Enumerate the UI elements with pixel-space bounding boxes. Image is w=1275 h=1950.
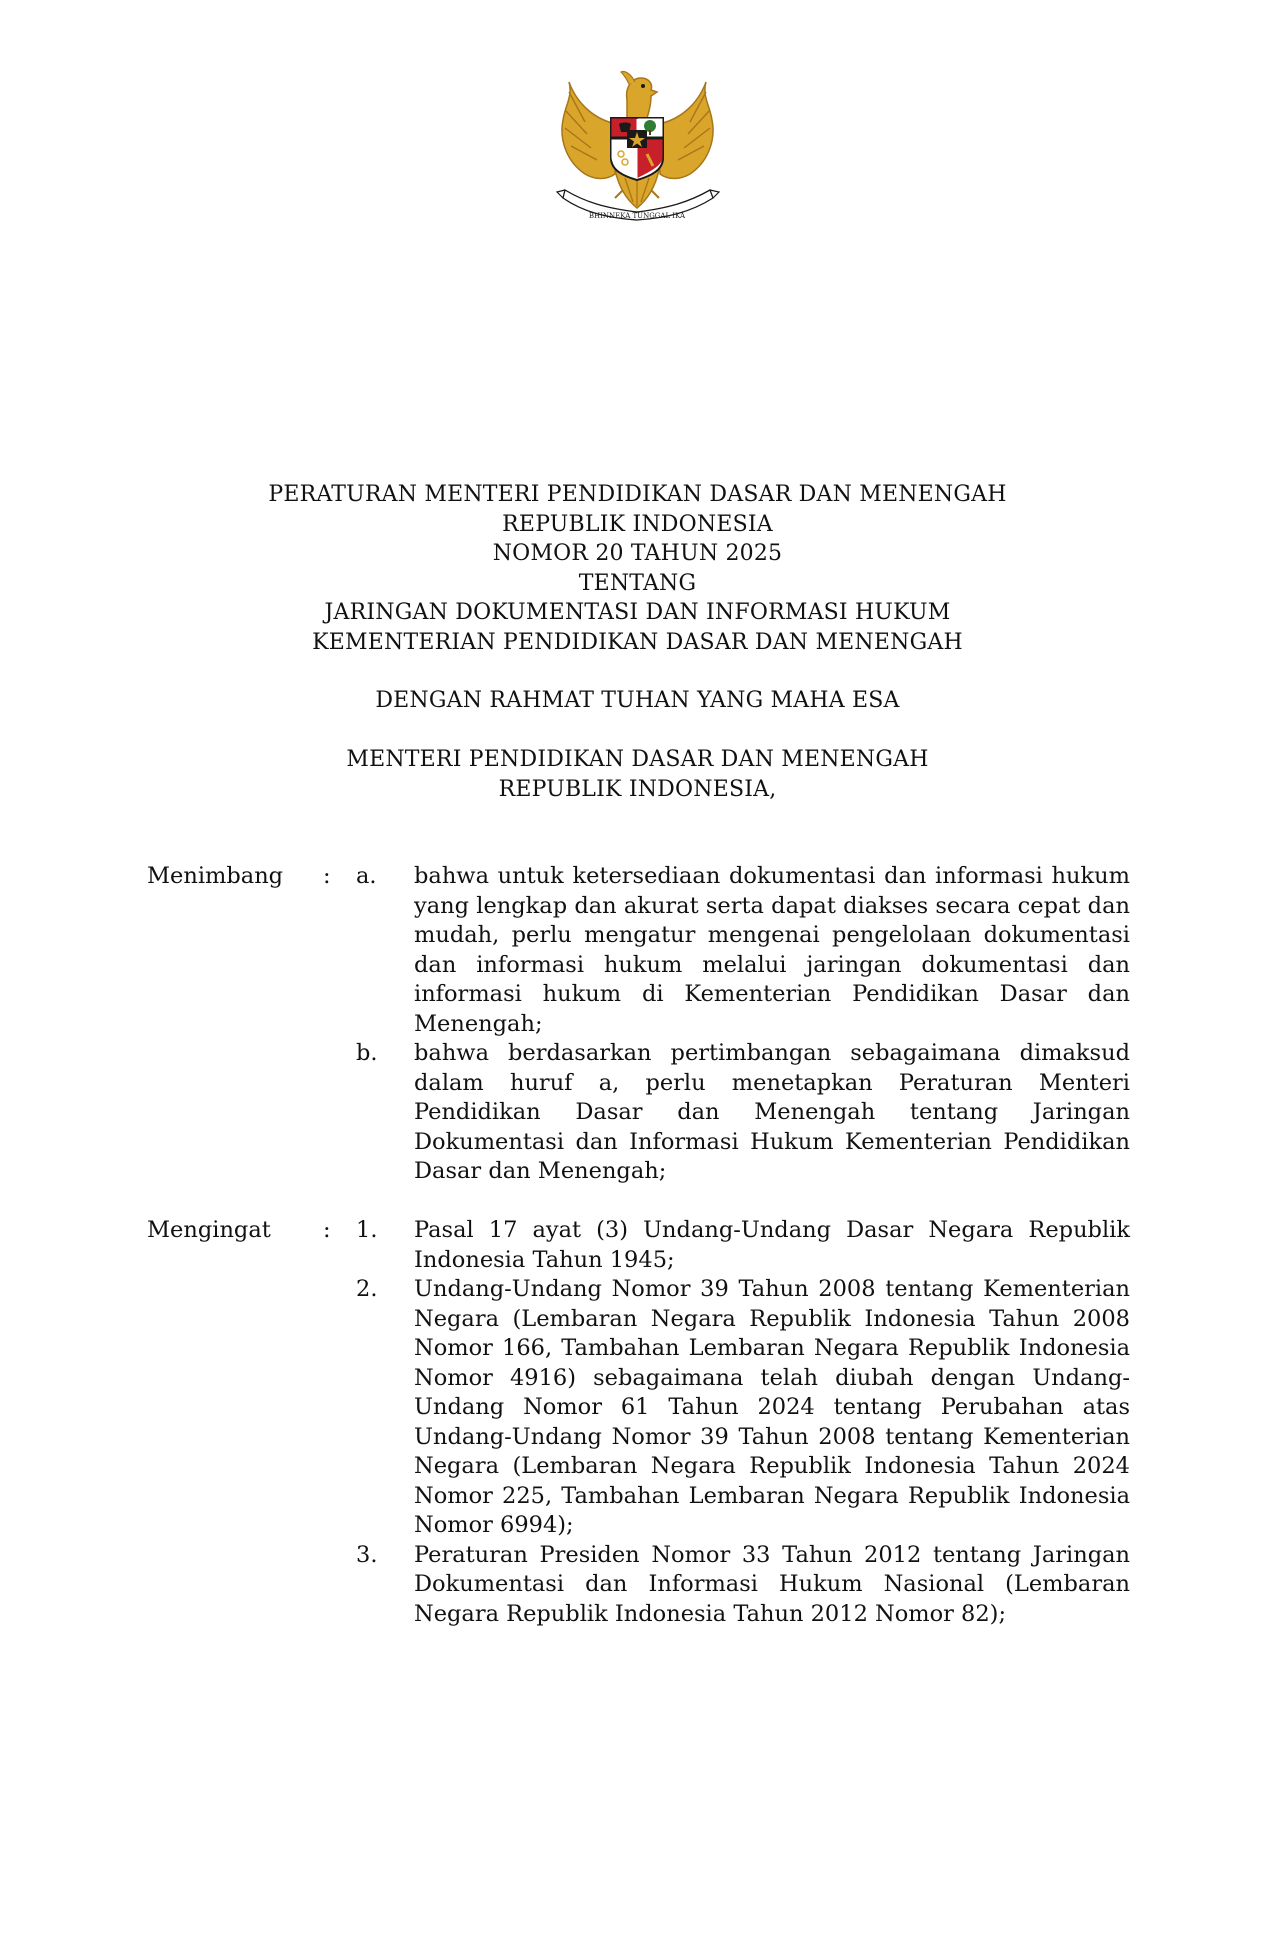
list-item bbox=[147, 1039, 1130, 1187]
title-line-3: NOMOR 20 TAHUN 2025 bbox=[492, 541, 783, 566]
section-label: Menimbang bbox=[147, 863, 284, 889]
list-item bbox=[147, 862, 1130, 1039]
title-line-6: KEMENTERIAN PENDIDIKAN DASAR DAN MENENGAH bbox=[312, 629, 963, 655]
section-mengingat bbox=[147, 1216, 1130, 1629]
list-item bbox=[147, 1541, 1130, 1630]
item-marker: 1. bbox=[356, 1217, 378, 1243]
section-colon: : bbox=[323, 1217, 331, 1243]
section-label: Mengingat bbox=[147, 1217, 271, 1243]
minister-line-2: REPUBLIK INDONESIA, bbox=[498, 776, 777, 802]
preamble-rahmat bbox=[0, 686, 1275, 716]
item-text: Peraturan Presiden Nomor 33 Tahun 2012 tentang Jaringan Dokumentasi dan Informasi Hukum Nasional (Lembaran Negara Republik Indonesia Tahun 2012 Nomor 82); bbox=[414, 1541, 1130, 1627]
item-marker: b. bbox=[356, 1040, 378, 1066]
item-text: Pasal 17 ayat (3) Undang-Undang Dasar Negara Republik Indonesia Tahun 1945; bbox=[414, 1217, 1130, 1273]
list-item bbox=[147, 1216, 1130, 1275]
title-line-4: TENTANG bbox=[578, 570, 697, 596]
title-line-1: PERATURAN MENTERI PENDIDIKAN DASAR DAN MENENGAH bbox=[268, 482, 1007, 507]
item-text: bahwa untuk ketersediaan dokumentasi dan informasi hukum yang lengkap dan akurat serta dapat diakses secara cepat dan mudah, perlu mengatur mengenai pengelolaan dokumentasi dan informasi hukum melalui jaringan dokumentasi dan informasi hukum di Kementerian Pendidikan Dasar dan Menengah; bbox=[414, 863, 1130, 1037]
item-marker: 3. bbox=[356, 1541, 378, 1568]
list-item bbox=[147, 1275, 1130, 1541]
section-colon: : bbox=[323, 863, 331, 889]
item-text: Undang-Undang Nomor 39 Tahun 2008 tentang Kementerian Negara (Lembaran Negara Republik Indonesia Tahun 2008 Nomor 166, Tambahan Lembaran Negara Republik Indonesia Nomor 4916) sebagaimana telah diubah dengan Undang-Undang Nomor 61 Tahun 2024 tentang Perubahan atas Undang-Undang Nomor 39 Tahun 2008 tentang Kementerian Negara (Lembaran Negara Republik Indonesia Tahun 2024 Nomor 225, Tambahan Lembaran Negara Republik Indonesia Nomor 6994); bbox=[414, 1276, 1130, 1538]
minister-heading bbox=[0, 745, 1275, 804]
item-marker: a. bbox=[356, 863, 377, 889]
minister-line-1: MENTERI PENDIDIKAN DASAR DAN MENENGAH bbox=[346, 747, 929, 772]
item-marker: 2. bbox=[356, 1276, 378, 1302]
title-line-5: JARINGAN DOKUMENTASI DAN INFORMASI HUKUM bbox=[324, 600, 951, 625]
emblem-motto: BHINNEKA TUNGGAL IKA bbox=[588, 212, 686, 220]
item-text: bahwa berdasarkan pertimbangan sebagaimana dimaksud dalam huruf a, perlu menetapkan Peraturan Menteri Pendidikan Dasar dan Menengah tentang Jaringan Dokumentasi dan Informasi Hukum Kementerian Pendidikan Dasar dan Menengah; bbox=[414, 1040, 1130, 1184]
title-line-2: REPUBLIK INDONESIA bbox=[502, 511, 773, 537]
regulation-title bbox=[0, 480, 1275, 657]
garuda-emblem-icon bbox=[555, 62, 720, 234]
rahmat-line: DENGAN RAHMAT TUHAN YANG MAHA ESA bbox=[375, 688, 900, 713]
section-menimbang bbox=[147, 862, 1130, 1187]
